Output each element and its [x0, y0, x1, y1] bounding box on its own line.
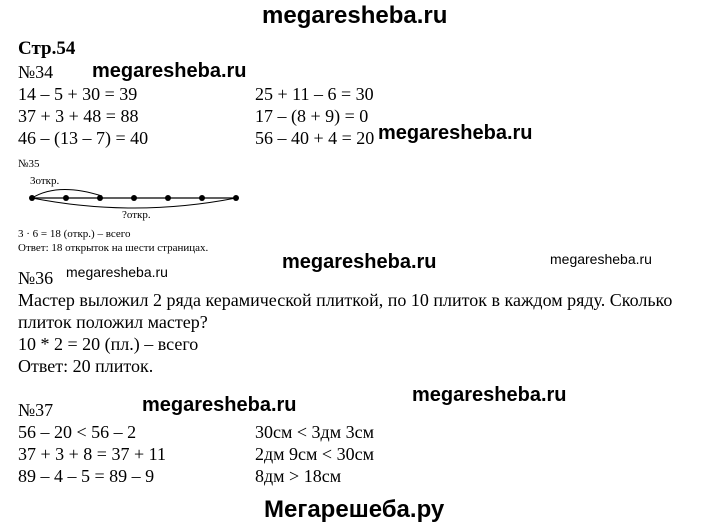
task37-number: №37	[18, 400, 54, 420]
task36-number: №36	[18, 268, 54, 288]
watermark-5: megaresheba.ru	[142, 394, 297, 416]
watermark-1: megaresheba.ru	[92, 60, 247, 82]
task37-left-line-1: 56 – 20 < 56 – 2	[18, 422, 137, 442]
diagram-dot	[97, 195, 103, 201]
watermark-4: megaresheba.ru	[412, 384, 567, 406]
task36-problem-line-2: плиток положил мастер?	[18, 312, 208, 332]
diagram-dot	[165, 195, 171, 201]
page-label: Стр.54	[18, 38, 76, 59]
task34-left-line-1: 14 – 5 + 30 = 39	[18, 84, 138, 104]
task36-problem-line-1: Мастер выложил 2 ряда керамической плиткой, по 10 плиток в каждом ряду. Сколько	[18, 290, 673, 310]
task34-right-line-1: 25 + 11 – 6 = 30	[255, 84, 374, 104]
watermark-small-left: megaresheba.ru	[66, 264, 168, 280]
watermark-small-right: megaresheba.ru	[550, 251, 652, 267]
diagram-top-label: 3откр.	[30, 175, 60, 187]
task34-right-line-3: 56 – 40 + 4 = 20	[255, 128, 375, 148]
task35-diagram	[18, 172, 248, 222]
diagram-dot	[199, 195, 205, 201]
task37-right-line-2: 2дм 9см < 30см	[255, 444, 374, 464]
task35-number: №35	[18, 158, 40, 170]
task34-number: №34	[18, 62, 54, 82]
watermark-2: megaresheba.ru	[378, 122, 533, 144]
task37-right-line-1: 30см < 3дм 3см	[255, 422, 374, 442]
task37-right-line-3: 8дм > 18см	[255, 466, 342, 486]
diagram-bottom-label: ?откр.	[122, 209, 151, 221]
task37-left-line-3: 89 – 4 – 5 = 89 – 9	[18, 466, 155, 486]
watermark-top: megaresheba.ru	[262, 2, 448, 29]
watermark-bottom: Мегарешеба.ру	[264, 496, 445, 523]
task35-answer: Ответ: 18 открыток на шести страницах.	[18, 242, 209, 254]
task35-solution: 3 · 6 = 18 (откр.) – всего	[18, 228, 131, 240]
diagram-dot	[131, 195, 137, 201]
task34-right-line-2: 17 – (8 + 9) = 0	[255, 106, 369, 126]
watermark-3: megaresheba.ru	[282, 251, 437, 273]
task36-solution: 10 * 2 = 20 (пл.) – всего	[18, 334, 199, 354]
task34-left-line-2: 37 + 3 + 48 = 88	[18, 106, 139, 126]
task36-answer: Ответ: 20 плиток.	[18, 356, 154, 376]
task37-left-line-2: 37 + 3 + 8 = 37 + 11	[18, 444, 166, 464]
task34-left-line-3: 46 – (13 – 7) = 40	[18, 128, 149, 148]
diagram-dot	[63, 195, 69, 201]
